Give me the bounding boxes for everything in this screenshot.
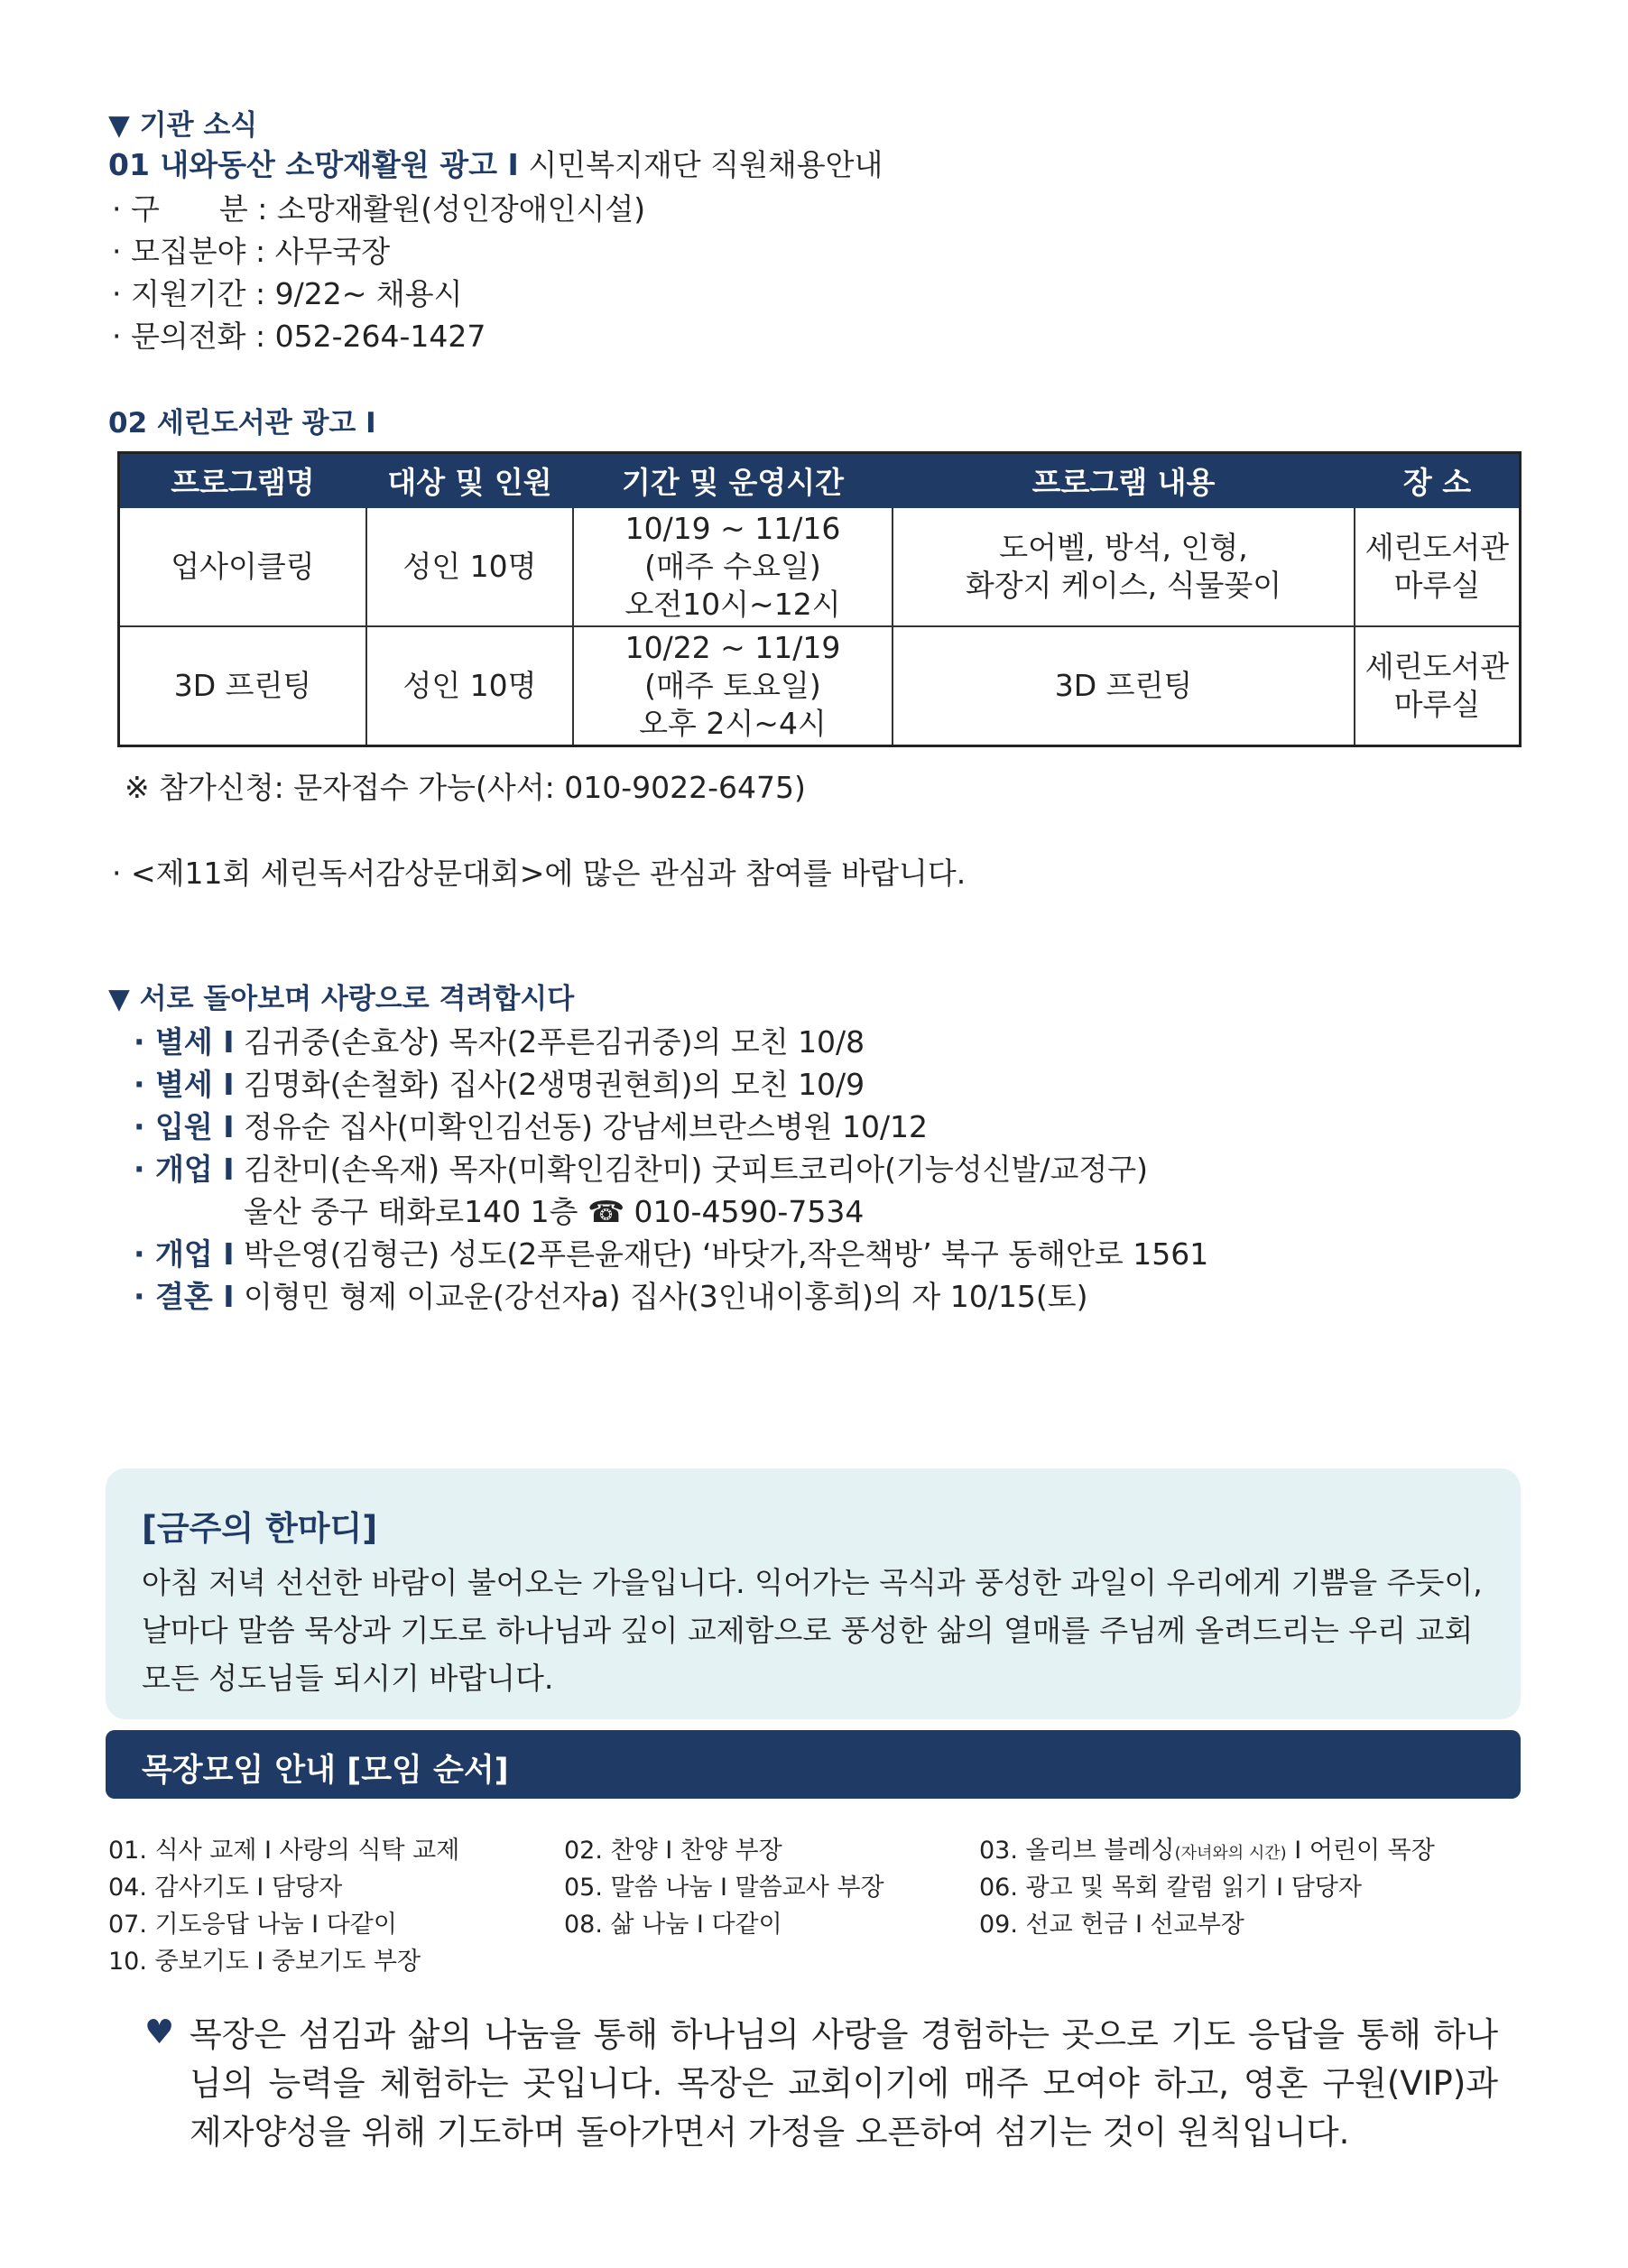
closing-text: 목장은 섬김과 삶의 나눔을 통해 하나님의 사랑을 경험하는 곳으로 기도 응답을 통해 하나님의 능력을 체험하는 곳입니다. 목장은 교회이기에 매주 모여야 하고, 영혼 구원(VIP)과 제자양성을 위해 기도하며 돌아가면서 가정을 오픈하여 섬기는 것이 원칙입니다. <box>190 2015 1498 2152</box>
program-table <box>117 451 1522 747</box>
order-item: 09. 선교 헌금 I 선교부장 <box>979 1911 1244 1939</box>
contest-note: · <제11회 세린독서감상문대회>에 많은 관심과 참여를 바랍니다. <box>112 856 967 891</box>
header-cell: 기간 및 운영시간 <box>573 453 893 508</box>
care-item-text: 김귀중(손효상) 목자(2푸른김귀중)의 모친 10/8 <box>234 1024 865 1060</box>
order-item: 07. 기도응답 나눔 I 다같이 <box>108 1911 397 1939</box>
news-item1-line: · 구 분 : 소망재활원(성인장애인시설) <box>112 191 646 227</box>
care-item <box>134 1104 928 1146</box>
order-item: 08. 삶 나눔 I 다같이 <box>564 1911 782 1939</box>
meeting-order-title: 목장모임 안내 [모임 순서] <box>142 1753 509 1789</box>
order-item: 04. 감사기도 I 담당자 <box>108 1874 343 1902</box>
care-item-tag: · 별세 I <box>134 1024 235 1060</box>
news-item1-label: 01 내와동산 소망재활원 광고 I <box>108 147 519 182</box>
header-cell: 프로그램 내용 <box>893 453 1355 508</box>
care-item <box>134 1146 1148 1189</box>
order-item: 06. 광고 및 목회 칼럼 읽기 I 담당자 <box>979 1874 1362 1902</box>
program-table-cell: 10/22 ~ 11/19 (매주 토요일) 오후 2시~4시 <box>573 626 893 746</box>
program-table-cell: 10/19 ~ 11/16 (매주 수요일) 오전10시~12시 <box>573 507 893 626</box>
order-item-rest: I 어린이 목장 <box>1286 1837 1435 1865</box>
care-item-text: 이형민 형제 이교운(강선자a) 집사(3인내이홍희)의 자 10/15(토) <box>234 1279 1088 1314</box>
news-item1-line: · 모집분야 : 사무국장 <box>112 234 391 269</box>
program-table-cell: 3D 프린팅 <box>893 626 1355 746</box>
care-item-text: 정유순 집사(미확인김선동) 강남세브란스병원 10/12 <box>234 1109 929 1144</box>
header-cell: 장 소 <box>1355 453 1521 508</box>
care-item-text: 김명화(손철화) 집사(2생명권현희)의 모친 10/9 <box>234 1067 865 1102</box>
care-item <box>134 1273 1088 1316</box>
care-item-tag: · 결혼 I <box>134 1279 235 1314</box>
program-table-cell: 3D 프린팅 <box>119 626 367 746</box>
care-item-tag: · 개업 I <box>134 1236 235 1272</box>
program-table-cell: 세린도서관 마루실 <box>1355 626 1521 746</box>
care-item-tag: · 입원 I <box>134 1109 235 1144</box>
order-item <box>979 1830 1435 1865</box>
care-item-tag: · 별세 I <box>134 1067 235 1102</box>
program-table-row <box>119 507 1521 626</box>
meeting-order-bar <box>106 1730 1521 1799</box>
care-item-text: 박은영(김형근) 성도(2푸른윤재단) ‘바닷가,작은책방’ 북구 동해안로 1561 <box>234 1236 1209 1272</box>
care-item-text: 울산 중구 태화로140 1층 ☎ 010-4590-7534 <box>244 1194 865 1229</box>
order-item: 01. 식사 교제 I 사랑의 식탁 교제 <box>108 1837 460 1865</box>
weekly-word-box <box>106 1468 1521 1719</box>
program-table-header <box>119 453 1521 508</box>
header-cell: 프로그램명 <box>119 453 367 508</box>
order-item-label: 03. 올리브 블레싱 <box>979 1837 1175 1865</box>
program-table-cell: 업사이클링 <box>119 507 367 626</box>
care-item <box>244 1189 864 1231</box>
program-table-cell: 성인 10명 <box>366 507 573 626</box>
news-item1-line: · 지원기간 : 9/22~ 채용시 <box>112 276 463 311</box>
order-item: 02. 찬양 I 찬양 부장 <box>564 1837 782 1865</box>
program-table-cell: 도어벨, 방석, 인형, 화장지 케이스, 식물꽂이 <box>893 507 1355 626</box>
news-item1-line: · 문의전화 : 052-264-1427 <box>112 319 486 354</box>
order-item: 05. 말씀 나눔 I 말씀교사 부장 <box>564 1874 884 1902</box>
news-item1-title <box>108 142 883 184</box>
news-item1-subtitle: 시민복지재단 직원채용안내 <box>518 147 883 182</box>
program-table-row <box>119 626 1521 746</box>
program-table-cell: 세린도서관 마루실 <box>1355 507 1521 626</box>
section-heading-care: ▼ 서로 돌아보며 사랑으로 격려합시다 <box>108 983 575 1015</box>
section-heading-news: ▼ 기관 소식 <box>108 109 258 142</box>
care-item <box>134 1019 865 1061</box>
application-note: ※ 참가신청: 문자접수 가능(사서: 010-9022-6475) <box>125 770 806 805</box>
program-table-cell: 성인 10명 <box>366 626 573 746</box>
header-cell: 대상 및 인원 <box>366 453 573 508</box>
care-item-text: 김찬미(손옥재) 목자(미확인김찬미) 굿피트코리아(기능성신발/교정구) <box>234 1152 1148 1187</box>
care-item-tag: · 개업 I <box>134 1152 235 1187</box>
care-item <box>134 1061 865 1104</box>
weekly-word-title: [금주의 한마디] <box>142 1509 378 1548</box>
order-item-small: (자녀와의 시간) <box>1174 1844 1287 1863</box>
news-item2-title: 02 세린도서관 광고 I <box>108 407 376 440</box>
weekly-word-body: 아침 저녁 선선한 바람이 불어오는 가을입니다. 익어가는 곡식과 풍성한 과일이 우리에게 기쁨을 주듯이, 날마다 말씀 묵상과 기도로 하나님과 깊이 교제함으로 풍성한 삶의 열매를 주님께 올려드리는 우리 교회 모든 성도님들 되시기 바랍니다. <box>142 1565 1483 1696</box>
order-item: 10. 중보기도 I 중보기도 부장 <box>108 1948 421 1976</box>
heart-icon: ♥ <box>144 2013 175 2051</box>
care-item <box>134 1231 1208 1273</box>
